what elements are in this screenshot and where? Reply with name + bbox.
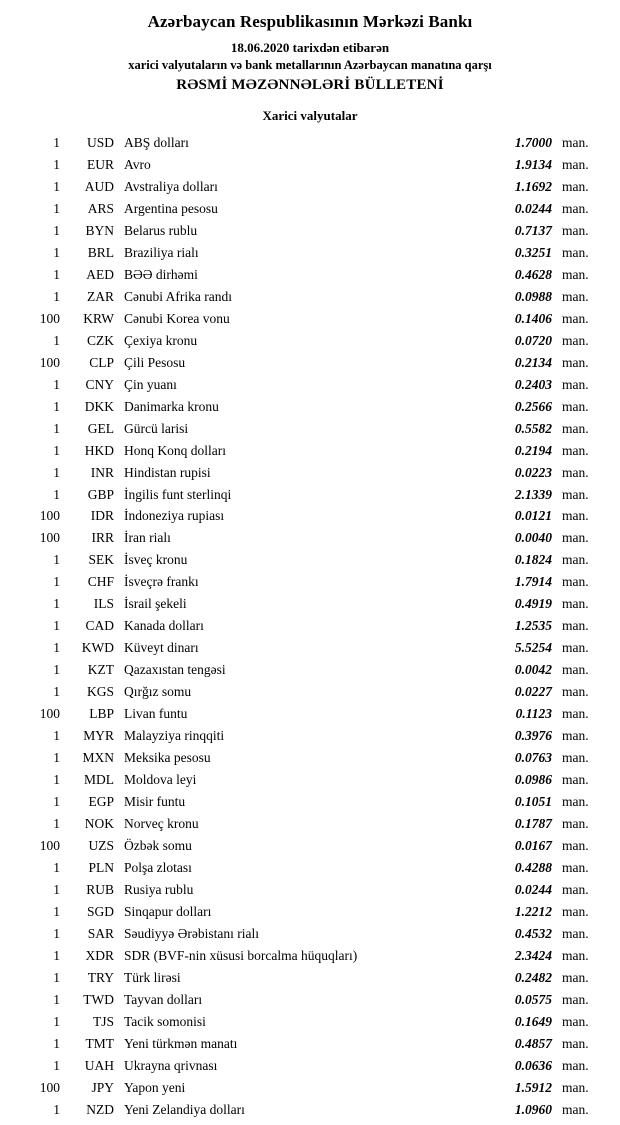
currency-code: BYN [85,222,114,238]
currency-code: MYR [83,728,114,744]
currency-code: SGD [86,903,114,919]
currency-unit-label: man. [562,354,589,370]
table-row [18,945,602,967]
currency-name: Yeni Zelandiya dolları [124,1101,245,1117]
currency-code: CHF [87,574,114,590]
currency-code: KRW [83,310,114,326]
currency-unit-label: man. [562,991,589,1007]
section-heading: Xarici valyutalar [262,108,358,123]
currency-amount: 1 [53,903,60,919]
currency-amount: 100 [39,310,60,326]
currency-amount: 1 [53,596,60,612]
currency-name: Avstraliya dolları [124,178,218,194]
currency-rate-value: 0.4628 [514,266,552,282]
table-row [18,1099,602,1121]
currency-unit-label: man. [562,925,589,941]
currency-name: Kanada dolları [124,618,204,634]
currency-amount: 1 [53,156,60,172]
currency-name: İsrail şekeli [124,596,187,612]
currency-rate-value: 0.0121 [514,508,552,524]
currency-rate-value: 0.0244 [514,200,552,216]
currency-rate-value: 0.1824 [514,552,552,568]
currency-amount: 1 [53,859,60,875]
currency-amount: 1 [53,1057,60,1073]
currency-code: PLN [88,859,114,875]
currency-rate-value: 0.0988 [514,288,552,304]
currency-amount: 1 [53,420,60,436]
currency-unit-label: man. [562,530,589,546]
currency-unit-label: man. [562,640,589,656]
table-row [18,462,602,484]
table-row [18,725,602,747]
currency-amount: 1 [53,1101,60,1117]
currency-amount: 1 [53,662,60,678]
currency-name: Cənubi Korea vonu [124,310,230,326]
currency-amount: 1 [53,991,60,1007]
currency-name: Çexiya kronu [124,332,198,348]
currency-rates-table [18,132,602,1121]
currency-code: LBP [89,706,114,722]
currency-name: İran rialı [124,530,171,546]
currency-amount: 1 [53,332,60,348]
table-row [18,967,602,989]
currency-name: Səudiyyə Ərəbistanı rialı [124,925,259,941]
table-row [18,527,602,549]
currency-code: UZS [88,838,114,853]
currency-name: Malayziya rinqqiti [124,728,225,744]
currency-amount: 1 [53,684,60,700]
table-row [18,264,602,286]
table-row [18,659,602,681]
currency-amount: 100 [39,508,60,524]
currency-rate-value: 2.3424 [514,947,552,963]
currency-amount: 1 [53,816,60,832]
currency-amount: 1 [53,200,60,216]
table-row [18,1077,602,1099]
currency-name: Küveyt dinarı [124,640,199,656]
table-row [18,176,602,198]
currency-unit-label: man. [562,200,589,216]
currency-name: Hindistan rupisi [124,464,211,480]
currency-code: MXN [82,750,114,766]
currency-code: KZT [87,662,114,678]
currency-unit-label: man. [562,728,589,744]
currency-name: Norveç kronu [124,816,199,832]
table-row [18,154,602,176]
table-row [18,857,602,879]
currency-name: İndoneziya rupiası [124,508,225,524]
table-row [18,923,602,945]
currency-rate-value: 0.2403 [514,376,552,392]
currency-unit-label: man. [562,750,589,766]
table-row [18,615,602,637]
currency-name: Moldova leyi [124,772,197,788]
currency-name: SDR (BVF-nin xüsusi borcalma hüquqları) [124,947,358,963]
currency-name: Qırğız somu [124,684,192,700]
currency-code: ARS [87,200,114,216]
currency-amount: 1 [53,486,60,502]
currency-code: UAH [84,1057,114,1073]
currency-rate-value: 1.2212 [514,903,552,919]
table-row [18,571,602,593]
currency-name: Yapon yeni [124,1079,186,1095]
table-row [18,681,602,703]
currency-unit-label: man. [562,881,589,897]
currency-name: Türk lirəsi [124,969,181,985]
currency-code: ILS [93,596,114,612]
currency-amount: 100 [39,838,60,853]
currency-rate-value: 0.1123 [515,706,552,722]
table-row [18,396,602,418]
currency-name: ABŞ dolları [124,135,189,150]
currency-rate-value: 0.3976 [514,728,552,744]
currency-amount: 1 [53,969,60,985]
currency-code: GEL [87,420,114,436]
table-row [18,242,602,264]
currency-code: TJS [92,1013,114,1029]
currency-rate-value: 0.1787 [514,816,552,832]
currency-name: Rusiya rublu [124,881,194,897]
table-row [18,220,602,242]
currency-name: Cənubi Afrika randı [124,288,232,304]
currency-rate-value: 0.0720 [514,332,552,348]
currency-name: Sinqapur dolları [124,903,212,919]
currency-name: Tayvan dolları [124,991,203,1007]
currency-unit-label: man. [562,859,589,875]
currency-rate-value: 2.1339 [514,486,552,502]
currency-code: AED [86,266,114,282]
currency-amount: 1 [53,947,60,963]
currency-amount: 1 [53,881,60,897]
currency-rate-value: 0.5582 [514,420,552,436]
currency-rate-value: 1.2535 [514,618,552,634]
currency-name: Danimarka kronu [124,398,219,414]
currency-rate-value: 0.0244 [514,881,552,897]
currency-rate-value: 0.0167 [514,838,552,853]
table-row [18,835,602,857]
currency-code: INR [90,464,114,480]
currency-unit-label: man. [562,222,589,238]
currency-unit-label: man. [562,794,589,810]
table-row [18,989,602,1011]
currency-unit-label: man. [562,1057,589,1073]
currency-code: CAD [85,618,114,634]
currency-rate-value: 0.0636 [514,1057,552,1073]
currency-code: JPY [91,1079,114,1095]
currency-name: Qazaxıstan tengəsi [124,662,226,678]
currency-amount: 1 [53,376,60,392]
currency-unit-label: man. [562,1101,589,1117]
table-row [18,1033,602,1055]
currency-unit-label: man. [562,838,589,853]
currency-code: ZAR [87,288,114,304]
table-row [18,308,602,330]
currency-rate-value: 1.7914 [514,574,552,590]
table-row [18,1055,602,1077]
currency-amount: 1 [53,288,60,304]
currency-unit-label: man. [562,596,589,612]
currency-amount: 100 [39,354,60,370]
currency-name: Çili Pesosu [124,354,186,370]
currency-rate-value: 0.0763 [514,750,552,766]
currency-rate-value: 1.7000 [514,135,552,150]
currency-amount: 1 [53,442,60,458]
table-row [18,286,602,308]
currency-unit-label: man. [562,947,589,963]
currency-amount: 1 [53,178,60,194]
effective-date-line: 18.06.2020 tarixdən etibarən [230,40,390,55]
currency-unit-label: man. [562,135,589,150]
currency-code: TMT [85,1035,114,1051]
currency-name: Honq Konq dolları [124,442,226,458]
currency-unit-label: man. [562,772,589,788]
currency-name: BƏƏ dirhəmi [124,266,198,282]
currency-unit-label: man. [562,486,589,502]
currency-code: HKD [84,442,114,458]
currency-rate-value: 0.0223 [514,464,552,480]
currency-unit-label: man. [562,420,589,436]
currency-name: İsveç kronu [124,552,188,568]
currency-amount: 1 [53,1035,60,1051]
currency-unit-label: man. [562,508,589,524]
currency-name: İngilis funt sterlinqi [124,486,232,502]
table-row [18,1011,602,1033]
currency-code: EGP [88,794,114,810]
currency-name: Yeni türkmən manatı [124,1035,238,1051]
currency-amount: 1 [53,750,60,766]
currency-code: TWD [83,991,114,1007]
currency-rate-value: 0.1406 [514,310,552,326]
currency-name: Polşa zlotası [124,859,192,875]
currency-amount: 1 [53,266,60,282]
currency-unit-label: man. [562,156,589,172]
table-row [18,549,602,571]
table-row [18,637,602,659]
currency-rate-value: 0.0042 [514,662,552,678]
currency-unit-label: man. [562,310,589,326]
currency-code: NZD [86,1101,114,1117]
currency-name: Çin yuanı [124,376,177,392]
currency-unit-label: man. [562,178,589,194]
currency-unit-label: man. [562,1035,589,1051]
currency-name: Özbək somu [124,838,192,853]
currency-unit-label: man. [562,332,589,348]
currency-rate-value: 0.0575 [514,991,552,1007]
currency-amount: 1 [53,552,60,568]
currency-rate-value: 0.4532 [514,925,552,941]
currency-code: SEK [88,552,114,568]
currency-rate-value: 0.2482 [514,969,552,985]
currency-unit-label: man. [562,816,589,832]
currency-unit-label: man. [562,398,589,414]
table-row [18,703,602,725]
currency-unit-label: man. [562,684,589,700]
currency-rate-value: 0.7137 [514,222,552,238]
currency-rate-value: 0.0227 [514,684,552,700]
currency-code: AUD [84,178,114,194]
currency-amount: 100 [39,530,60,546]
currency-code: IDR [90,508,114,524]
currency-code: XDR [85,947,114,963]
currency-name: Belarus rublu [124,222,198,238]
currency-amount: 1 [53,222,60,238]
currency-code: RUB [86,881,114,897]
currency-code: NOK [84,816,114,832]
currency-code: MDL [84,772,114,788]
currency-rate-value: 0.0040 [514,530,552,546]
currency-unit-label: man. [562,552,589,568]
currency-name: Gürcü larisi [124,420,189,436]
currency-name: Ukrayna qrivnası [124,1057,218,1073]
currency-rate-value: 1.0960 [514,1101,552,1117]
currency-unit-label: man. [562,969,589,985]
currency-code: EUR [87,156,114,172]
currency-rate-value: 1.5912 [514,1079,552,1095]
table-row [18,440,602,462]
currency-unit-label: man. [562,706,589,722]
currency-code: GBP [87,486,114,502]
currency-amount: 1 [53,772,60,788]
currency-code: DKK [84,398,114,414]
currency-amount: 1 [53,135,60,150]
currency-unit-label: man. [562,574,589,590]
currency-name: Misir funtu [124,794,186,810]
currency-unit-label: man. [562,618,589,634]
table-row [18,132,602,154]
currency-rate-value: 0.1649 [514,1013,552,1029]
table-row [18,330,602,352]
table-row [18,505,602,527]
page-title: Azərbaycan Respublikasının Mərkəzi Bankı [147,12,473,31]
currency-rate-value: 0.2194 [514,442,552,458]
currency-rate-value: 0.0986 [514,772,552,788]
currency-amount: 100 [39,706,60,722]
currency-unit-label: man. [562,244,589,260]
currency-amount: 100 [39,1079,60,1095]
currency-code: IRR [91,530,114,546]
currency-amount: 1 [53,794,60,810]
currency-unit-label: man. [562,266,589,282]
currency-rate-value: 0.4857 [514,1035,552,1051]
currency-amount: 1 [53,464,60,480]
currency-rates-body [18,132,602,1121]
currency-unit-label: man. [562,662,589,678]
currency-rate-value: 0.2566 [514,398,552,414]
currency-name: Avro [124,156,151,172]
currency-unit-label: man. [562,1079,589,1095]
currency-amount: 1 [53,1013,60,1029]
currency-name: Tacik somonisi [124,1013,206,1029]
table-row [18,747,602,769]
currency-name: Braziliya rialı [124,244,199,260]
currency-rate-value: 0.4288 [514,859,552,875]
table-row [18,901,602,923]
currency-code: CNY [85,376,114,392]
currency-amount: 1 [53,244,60,260]
table-row [18,198,602,220]
table-row [18,879,602,901]
currency-unit-label: man. [562,1013,589,1029]
currency-rate-value: 1.9134 [514,156,552,172]
currency-amount: 1 [53,574,60,590]
currency-amount: 1 [53,618,60,634]
table-row [18,484,602,506]
currency-code: KWD [81,640,114,656]
currency-amount: 1 [53,925,60,941]
currency-amount: 1 [53,728,60,744]
table-row [18,813,602,835]
currency-unit-label: man. [562,288,589,304]
currency-unit-label: man. [562,442,589,458]
table-row [18,352,602,374]
currency-unit-label: man. [562,464,589,480]
currency-rate-value: 1.1692 [514,178,552,194]
currency-rate-value: 0.3251 [514,244,552,260]
table-row [18,769,602,791]
currency-name: Livan funtu [124,706,188,722]
scope-line: xarici valyutaların və bank metallarının Azərbaycan manatına qarşı [128,58,492,72]
currency-code: CZK [87,332,114,348]
currency-code: SAR [87,925,114,941]
currency-code: TRY [87,969,114,985]
currency-rate-value: 0.2134 [514,354,552,370]
currency-unit-label: man. [562,376,589,392]
table-row [18,374,602,396]
bulletin-title: RƏSMİ MƏZƏNNƏLƏRİ BÜLLETENİ [176,77,444,93]
currency-rate-value: 5.5254 [514,640,552,656]
currency-amount: 1 [53,640,60,656]
currency-rate-value: 0.4919 [514,596,552,612]
table-row [18,418,602,440]
table-row [18,593,602,615]
currency-unit-label: man. [562,903,589,919]
currency-name: Meksika pesosu [124,750,211,766]
currency-rate-value: 0.1051 [514,794,552,810]
currency-code: USD [86,135,114,150]
table-row [18,791,602,813]
currency-code: CLP [89,354,114,370]
currency-code: KGS [86,684,114,700]
currency-name: İsveçrə frankı [124,574,199,590]
currency-amount: 1 [53,398,60,414]
currency-code: BRL [87,244,114,260]
currency-name: Argentina pesosu [124,200,218,216]
